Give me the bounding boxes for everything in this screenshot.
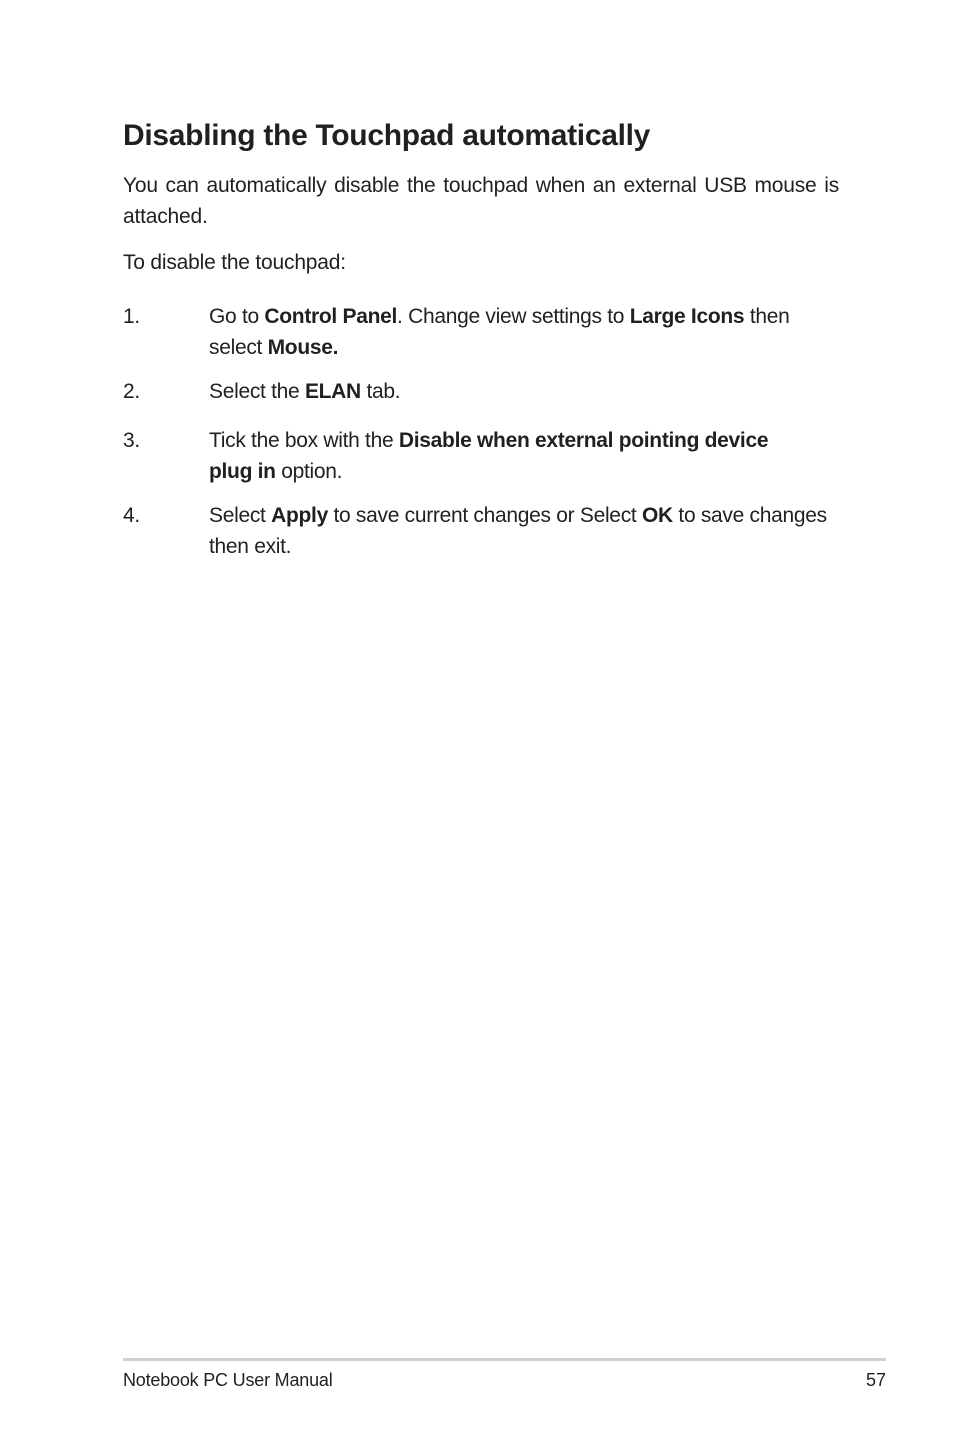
step-number: 1. [123,305,140,328]
step-number: 3. [123,429,140,452]
step-text-part: tab. [360,380,401,403]
apply-term: Apply [271,504,328,527]
step-text-part: to save changes then exit. [209,504,827,558]
step-text-part: Select the [209,380,305,403]
large-icons-term: Large Icons [629,305,745,328]
footer-divider [123,1358,886,1361]
step-text-part: . Change view settings to [397,305,630,328]
step-text-part: Tick the box with the [209,429,399,452]
control-panel-term: Control Panel [264,305,398,328]
step-text [209,376,829,407]
step-number: 4. [123,504,140,527]
steps-lead-in: To disable the touchpad: [123,251,346,274]
step-text [209,425,799,487]
ok-term: OK [641,504,673,527]
step-text-part: then select [209,305,790,359]
step-text-part: Go to [209,305,265,328]
step-text [209,500,829,562]
step-text-part: option. [275,460,343,483]
elan-term: ELAN [304,380,361,403]
page-number: 57 [865,1370,886,1390]
step-number: 2. [123,380,140,403]
step-text [209,301,829,363]
step-text-part: to save current changes or Select [327,504,642,527]
mouse-term: Mouse. [267,336,339,359]
page-title: Disabling the Touchpad automatically [123,119,651,152]
footer-manual-title: Notebook PC User Manual [123,1370,333,1390]
step-text-part: Select [209,504,272,527]
intro-paragraph: You can automatically disable the touchpad when an external USB mouse is attached. [123,174,839,228]
disable-option-term: Disable when external pointing device plug in [209,429,769,483]
